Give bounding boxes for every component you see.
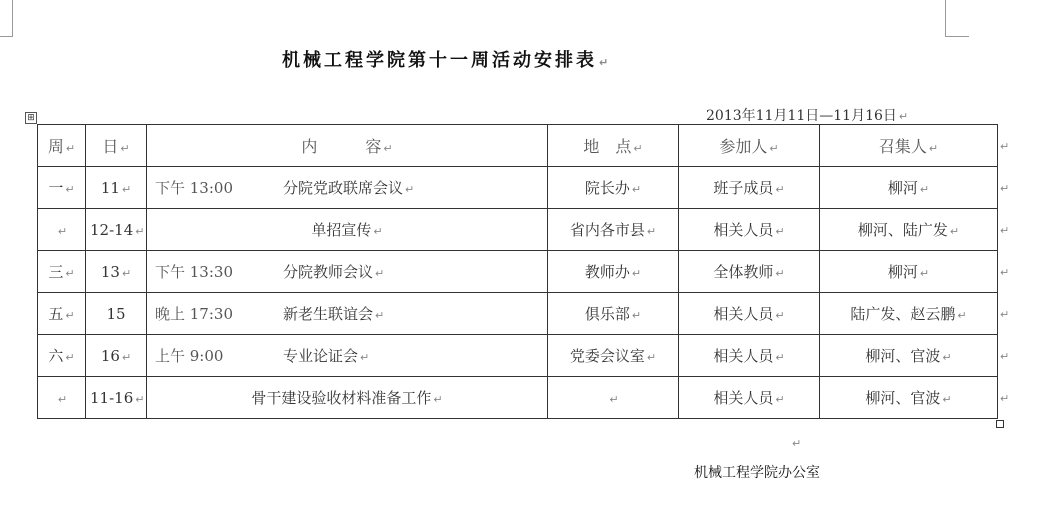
header-participants[interactable]: 参加人 ↵ [679,125,820,167]
header-weekday[interactable]: 周 ↵ [38,125,86,167]
header-day[interactable]: 日 ↵ [86,125,147,167]
cell-participants[interactable]: 相关人员 ↵ [679,209,820,251]
cell-weekday[interactable]: 三 ↵ [38,251,86,293]
table-row [38,335,998,377]
cell-content[interactable]: 上午 9:00 专业论证会 ↵ [147,335,548,377]
cell-day[interactable]: 16 ↵ [86,335,147,377]
header-location[interactable]: 地 点 ↵ [548,125,679,167]
cell-day[interactable]: 12-14 ↵ [86,209,147,251]
cell-convener[interactable]: 柳河 ↵ [820,251,998,293]
table-row [38,167,998,209]
page-corner-mark-top-left [0,0,13,37]
cell-location[interactable]: 省内各市县 ↵ [548,209,679,251]
cell-content[interactable]: 骨干建设验收材料准备工作 ↵ [147,377,548,419]
cell-content[interactable]: 晚上 17:30 新老生联谊会 ↵ [147,293,548,335]
cell-day[interactable]: 11-16 ↵ [86,377,147,419]
row-end-mark-icon: ↵ [1000,350,1010,363]
paragraph-mark-icon: ↵ [792,437,802,450]
cell-convener[interactable]: 柳河、官波 ↵ [820,377,998,419]
cell-location[interactable]: 教师办 ↵ [548,251,679,293]
cell-convener[interactable]: 陆广发、赵云鹏 ↵ [820,293,998,335]
cell-weekday[interactable]: ↵ [38,209,86,251]
cell-participants[interactable]: 全体教师 ↵ [679,251,820,293]
cell-location[interactable]: 院长办 ↵ [548,167,679,209]
cell-day[interactable]: 15 [86,293,147,335]
row-end-mark-icon: ↵ [1000,182,1010,195]
table-resize-handle[interactable] [996,420,1004,428]
cell-location[interactable]: ↵ [548,377,679,419]
cell-weekday[interactable]: 五 ↵ [38,293,86,335]
table-row [38,293,998,335]
cell-day[interactable]: 13 ↵ [86,251,147,293]
document-title: 机械工程学院第十一周活动安排表 ↵ [282,50,612,71]
cell-convener[interactable]: 柳河、陆广发 ↵ [820,209,998,251]
cell-weekday[interactable]: 六 ↵ [38,335,86,377]
row-end-mark-icon: ↵ [1000,392,1010,405]
header-content[interactable]: 内 容 ↵ [147,125,548,167]
issuing-office: 机械工程学院办公室 [694,465,820,481]
date-range: 2013年11月11日—11月16日 ↵ [706,108,909,124]
cell-content[interactable]: 下午 13:00 分院党政联席会议 ↵ [147,167,548,209]
cell-participants[interactable]: 相关人员 ↵ [679,377,820,419]
table-row [38,251,998,293]
cell-content[interactable]: 下午 13:30 分院教师会议 ↵ [147,251,548,293]
cell-weekday[interactable]: 一 ↵ [38,167,86,209]
header-convener[interactable]: 召集人 ↵ [820,125,998,167]
cell-weekday[interactable]: ↵ [38,377,86,419]
paragraph-mark-icon: ↵ [599,56,612,69]
cell-location[interactable]: 俱乐部 ↵ [548,293,679,335]
cell-day[interactable]: 11 ↵ [86,167,147,209]
table-move-handle-icon[interactable]: ⊞ [25,112,37,124]
paragraph-mark-icon: ↵ [898,110,909,123]
table-row [38,377,998,419]
cell-convener[interactable]: 柳河 ↵ [820,167,998,209]
cell-convener[interactable]: 柳河、官波 ↵ [820,335,998,377]
row-end-mark-icon: ↵ [1000,308,1010,321]
cell-content[interactable]: 单招宣传 ↵ [147,209,548,251]
cell-participants[interactable]: 相关人员 ↵ [679,335,820,377]
row-end-mark-icon: ↵ [1000,266,1010,279]
schedule-table [37,124,998,419]
cell-participants[interactable]: 班子成员 ↵ [679,167,820,209]
row-end-mark-icon: ↵ [1000,224,1010,237]
row-end-mark-icon: ↵ [1000,140,1010,153]
page-corner-mark-top-right [945,0,969,37]
cell-participants[interactable]: 相关人员 ↵ [679,293,820,335]
table-row [38,209,998,251]
table-header-row [38,125,998,167]
cell-location[interactable]: 党委会议室 ↵ [548,335,679,377]
